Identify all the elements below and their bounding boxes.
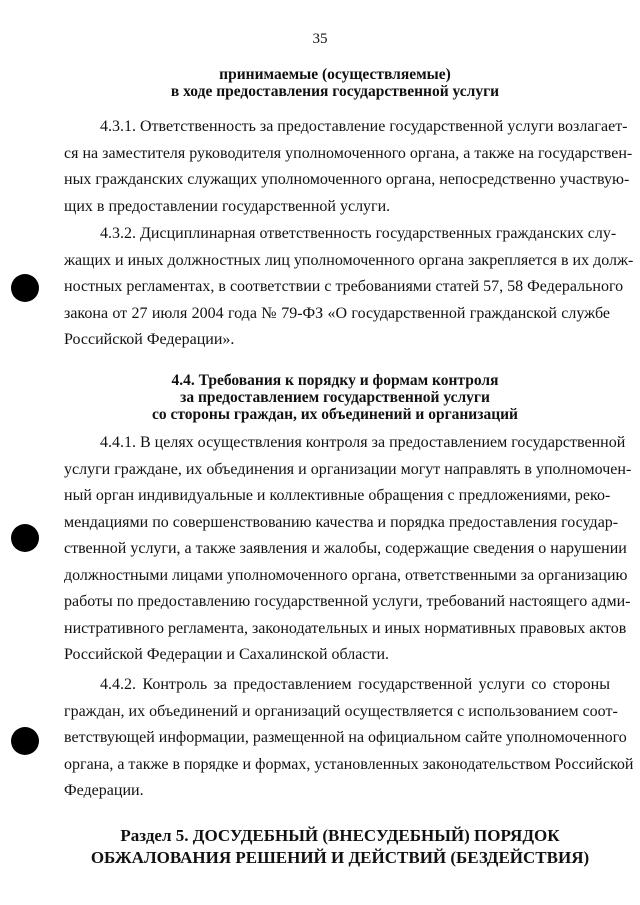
paragraph-line: ностных регламентах, в соответствии с требованиями статей 57, 58 Федерального bbox=[64, 278, 624, 295]
paragraph-line: мендациями по совершенствованию качества и порядка предоставления государ- bbox=[64, 513, 619, 531]
paragraph-line: закона от 27 июля 2004 года № 79-ФЗ «О государственной гражданской службе bbox=[64, 304, 610, 322]
paragraph-line: ных гражданских служащих уполномоченного органа, непосредственно участвую- bbox=[64, 171, 630, 188]
paragraph-line: должностными лицами уполномоченного органа, ответственными за организацию bbox=[64, 566, 628, 584]
section-5-title bbox=[40, 825, 640, 869]
paragraph-line: граждан, их объединений и организаций осуществляется с использованием соот- bbox=[64, 702, 618, 720]
paragraph-line: 4.4.1. В целях осуществления контроля за предоставлением государственной bbox=[100, 434, 626, 451]
paragraph-line: ветствующей информации, размещенной на официальном сайте уполномоченного bbox=[64, 729, 627, 746]
paragraph-line: Российской Федерации». bbox=[64, 331, 235, 348]
paragraph-line: ный орган индивидуальные и коллективные обращения с предложениями, реко- bbox=[64, 487, 611, 504]
paragraph-line: органа, а также в порядке и формах, установленных законодательством Российской bbox=[64, 755, 634, 773]
paragraph-4-4-2 bbox=[64, 672, 634, 805]
paragraph-line: услуги граждане, их объединения и организации могут направлять в уполномочен- bbox=[64, 460, 632, 478]
paragraph-line: жащих и иных должностных лиц уполномоченного органа закрепляется в их долж- bbox=[64, 251, 634, 269]
paragraph-line: Российской Федерации и Сахалинской области. bbox=[64, 646, 389, 663]
heading-line: принимаемые (осуществляемые) bbox=[219, 66, 451, 83]
paragraph-line: ственной услуги, а также заявления и жалобы, содержащие сведения о нарушении bbox=[64, 540, 627, 557]
punch-hole-mark bbox=[11, 727, 39, 755]
section-heading-4-4 bbox=[40, 372, 630, 423]
paragraph-4-4-1 bbox=[64, 430, 632, 669]
heading-line: за предоставлением государственной услуги bbox=[180, 389, 490, 406]
paragraph-line: 4.3.1. Ответственность за предоставление государственной услуги возлагает- bbox=[100, 118, 628, 135]
paragraph-4-3-2 bbox=[64, 221, 634, 354]
paragraph-line: щих в предоставлении государственной услуги. bbox=[64, 197, 391, 215]
heading-line: 4.4. Требования к порядку и формам контроля bbox=[171, 372, 499, 389]
paragraph-line: работы по предоставлению государственной услуги, требований настоящего адми- bbox=[64, 593, 631, 610]
section-title-line: ОБЖАЛОВАНИЯ РЕШЕНИЙ И ДЕЙСТВИЙ (БЕЗДЕЙСТВИЯ) bbox=[90, 848, 590, 867]
heading-line: со стороны граждан, их объединений и организаций bbox=[152, 406, 518, 423]
paragraph-line: 4.4.2. Контроль за предоставлением государственной услуги со стороны bbox=[100, 676, 610, 693]
paragraph-4-3-1 bbox=[64, 114, 633, 220]
page-number: 35 bbox=[312, 31, 328, 47]
section-title-line: Раздел 5. ДОСУДЕБНЫЙ (ВНЕСУДЕБНЫЙ) ПОРЯДОК bbox=[120, 826, 560, 845]
paragraph-line: Федерации. bbox=[64, 782, 144, 799]
section-heading-4-3-continued bbox=[40, 66, 630, 100]
punch-hole-mark bbox=[11, 524, 39, 552]
paragraph-line: нистративного регламента, законодательных и иных нормативных правовых актов bbox=[64, 619, 627, 637]
paragraph-line: ся на заместителя руководителя уполномоченного органа, а также на государствен- bbox=[64, 144, 633, 162]
punch-hole-mark bbox=[11, 274, 39, 302]
heading-line: в ходе предоставления государственной услуги bbox=[170, 83, 500, 100]
paragraph-line: 4.3.2. Дисциплинарная ответственность государственных гражданских слу- bbox=[100, 225, 617, 242]
